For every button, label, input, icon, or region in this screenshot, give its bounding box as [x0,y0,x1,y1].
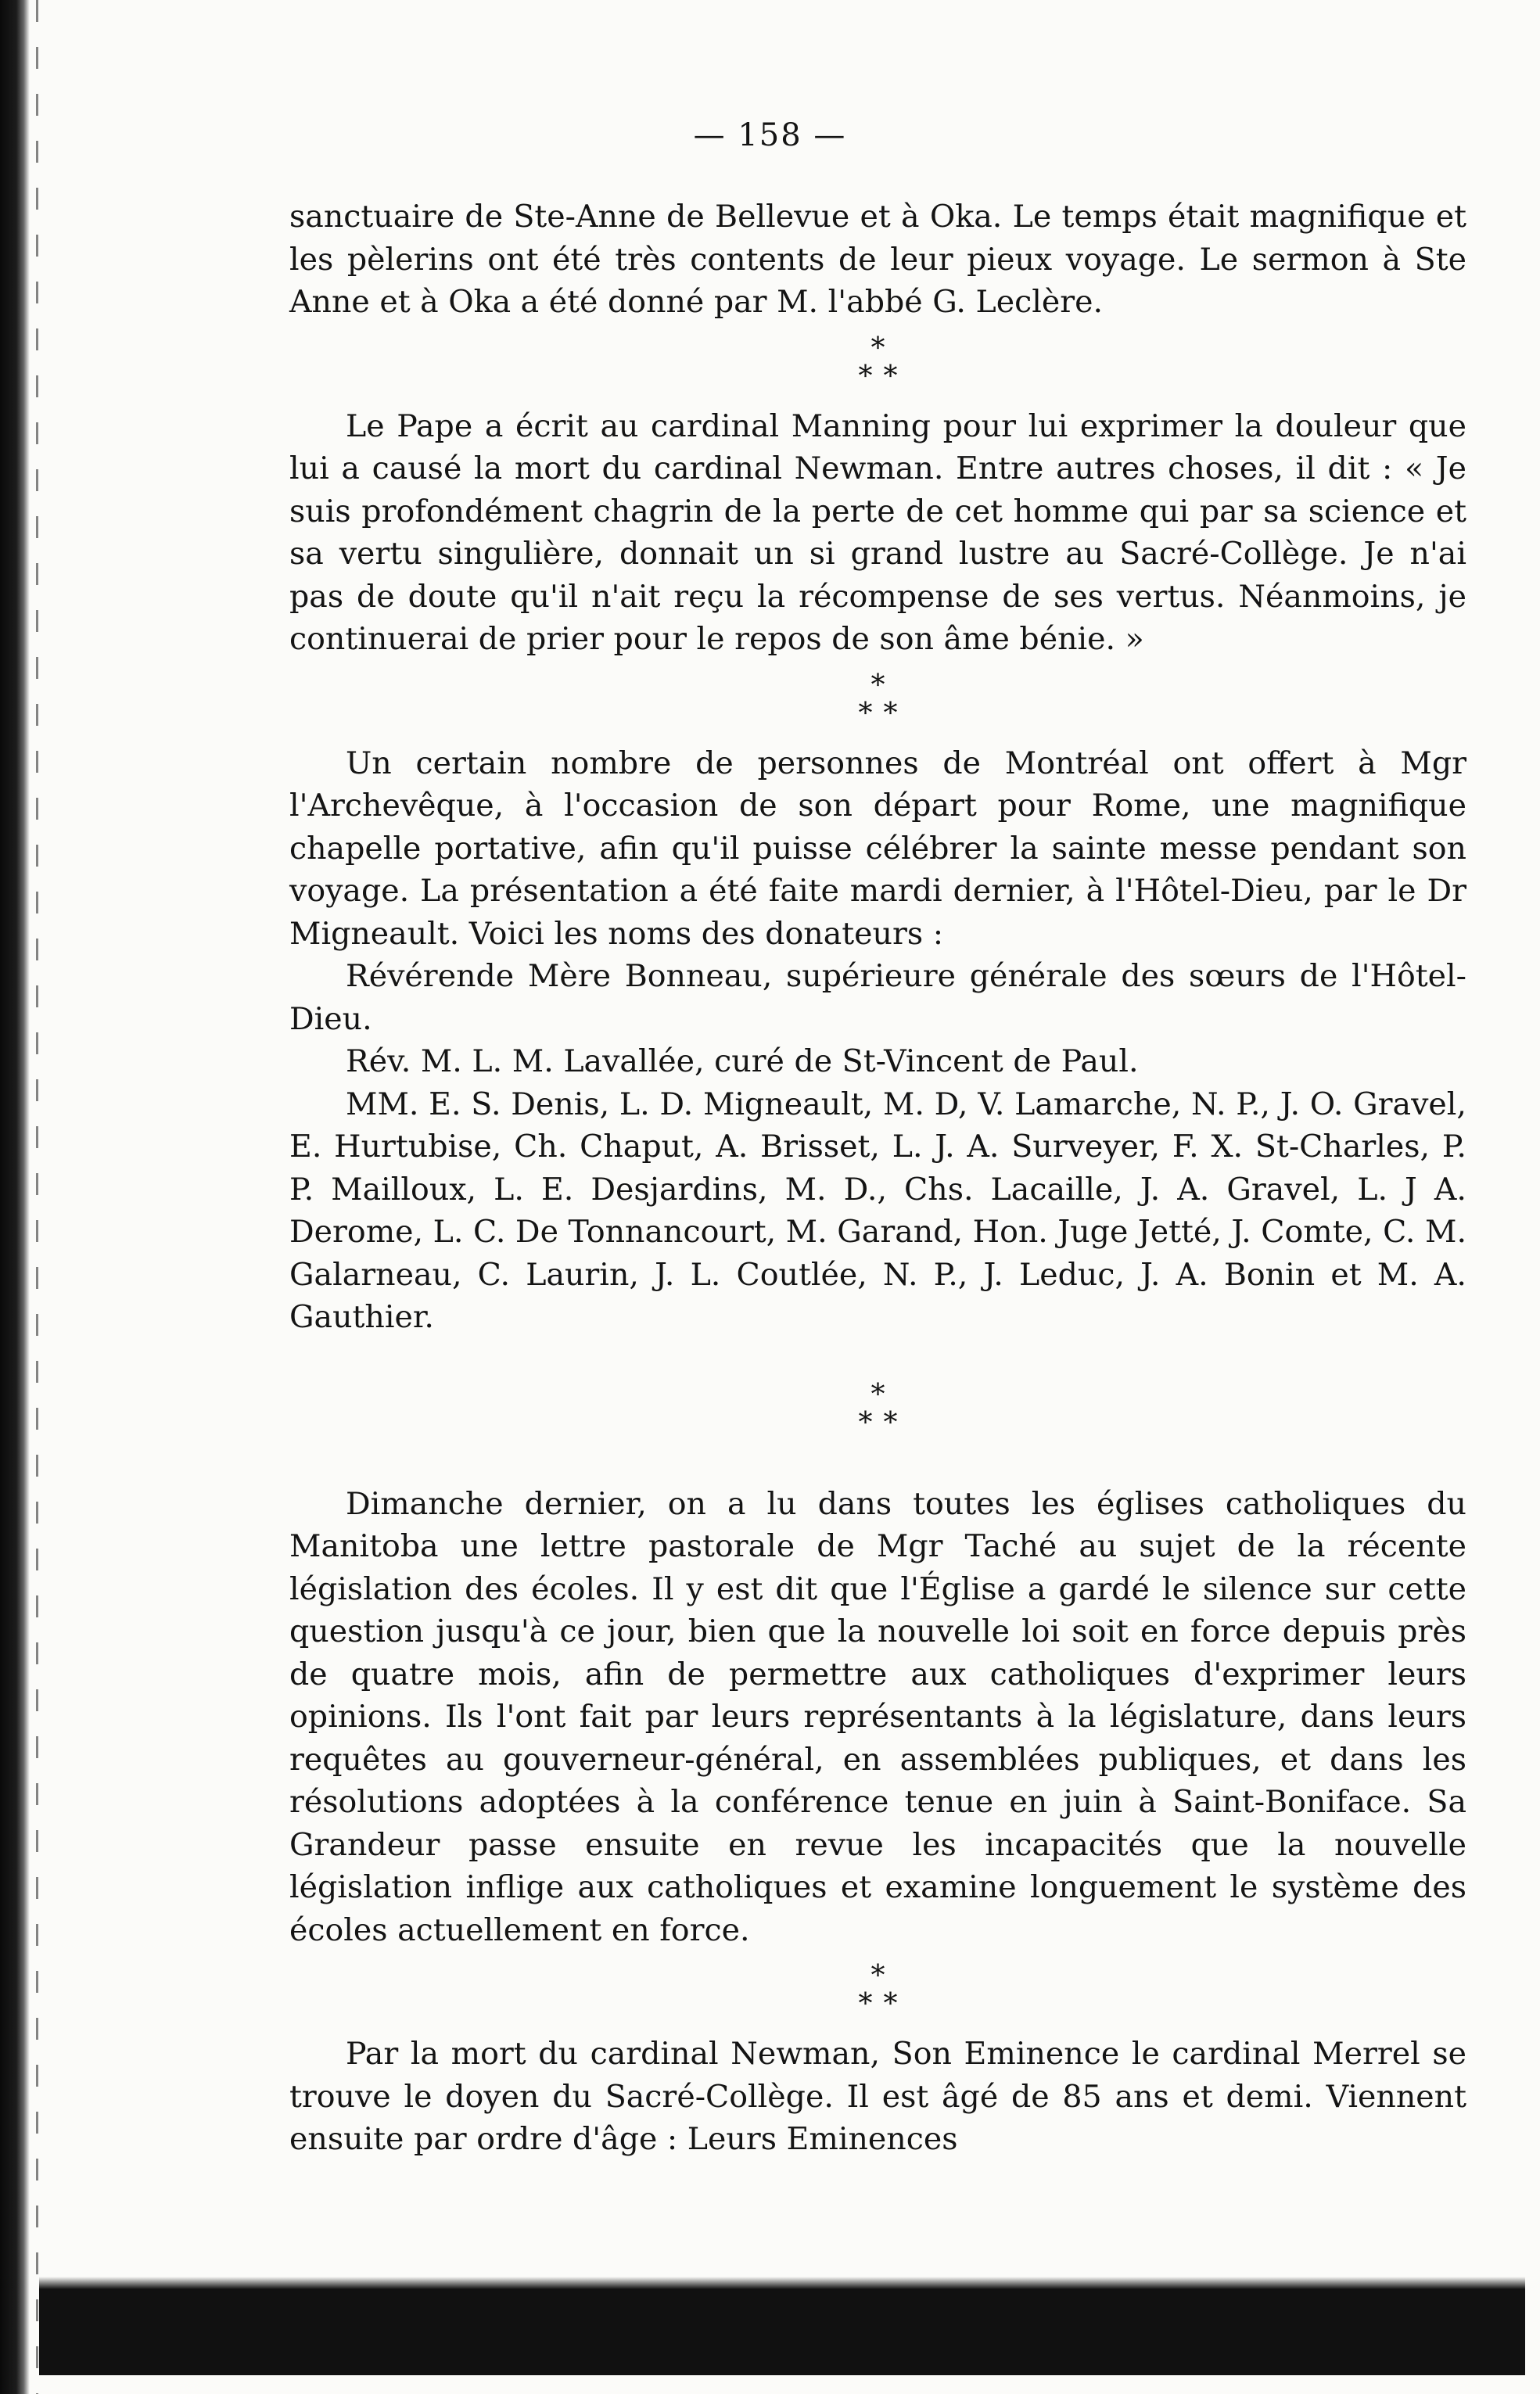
donor-list: MM. E. S. Denis, L. D. Migneault, M. D, V. Lamarche, N. P., J. O. Gravel, E. Hurtubise, Ch. Chaput, A. Brisset, L. J. A. Surveyer, F. X. St-Charles, P. P. Mailloux, L. E. Desjardins, M. D., Chs. Lacaille, J. A. Gravel, L. J A. Derome, L. C. De Tonnancourt, M. Garand, Hon. Juge Jetté, J. Comte, C. M. Galarneau, C. Laurin, J. L. Coutlée, N. P., J. Leduc, J. A. Bonin et M. A. Gauthier. [289,1086,1466,1335]
asterism-top: * [871,1960,885,1992]
paragraph-sanctuaire: sanctuaire de Ste-Anne de Bellevue et à Oka. Le temps était magnifique et les pèlerins ont été très contents de leur pieux voyage. Le sermon à Ste Anne et à Oka a été donné par M. l'abbé G. Leclère. [289,199,1466,320]
asterism-separator [289,669,1466,730]
asterism-bottom: ** [858,1988,909,2020]
asterism-bottom: ** [858,1406,909,1439]
asterism-bottom: ** [858,360,909,393]
asterism-top: * [871,669,885,702]
donor-line-lavallee: Rév. M. L. M. Lavallée, curé de St-Vincent de Paul. [346,1043,1139,1079]
asterism-separator [289,1378,1466,1439]
scan-bottom-edge [39,2289,1525,2375]
paragraph-chapelle: Un certain nombre de personnes de Montréal ont offert à Mgr l'Archevêque, à l'occasion de son départ pour Rome, une magnifique chapelle portative, afin qu'il puisse célébrer la sainte messe pendant son voyage. La présentation a été faite mardi dernier, à l'Hôtel-Dieu, par le Dr Migneault. Voici les noms des donateurs : [289,745,1466,952]
asterism-top: * [871,332,885,364]
page-number: — 158 — [693,117,847,153]
paragraph-newman: Par la mort du cardinal Newman, Son Eminence le cardinal Merrel se trouve le doyen du Sacré-Collège. Il est âgé de 85 ans et demi. Viennent ensuite par ordre d'âge : Leurs Eminences [289,2036,1466,2157]
asterism-bottom: ** [858,697,909,730]
donor-line-bonneau: Révérende Mère Bonneau, supérieure générale des sœurs de l'Hôtel-Dieu. [289,958,1466,1037]
scan-left-edge [0,0,30,2394]
asterism-separator [289,1962,1466,2019]
asterism-top: * [871,1378,885,1411]
scan-bottom-shadow [39,2277,1525,2289]
paragraph-pape: Le Pape a écrit au cardinal Manning pour lui exprimer la douleur que lui a causé la mort du cardinal Newman. Entre autres choses, il dit : « Je suis profondément chagrin de la perte de cet homme qui par sa science et sa vertu singulière, donnait un si grand lustre au Sacré-Collège. Je n'ai pas de doute qu'il n'ait reçu la récompense de ses vertus. Néanmoins, je continuerai de prier pour le repos de son âme bénie. » [289,407,1466,657]
paragraph-manitoba: Dimanche dernier, on a lu dans toutes les églises catholiques du Manitoba une lettre pastorale de Mgr Taché au sujet de la récente législation des écoles. Il y est dit que l'Église a gardé le silence sur cette question jusqu'à ce jour, bien que la nouvelle loi soit en force depuis près de quatre mois, afin de permettre aux catholiques d'exprimer leurs opinions. Ils l'ont fait par leurs représentants à la législature, dans leurs requêtes au gouverneur-général, en assemblées publiques, et dans les résolutions adoptées à la conférence tenue en juin à Saint-Boniface. Sa Grandeur passe ensuite en revue les incapacités que la nouvelle législation inflige aux catholiques et examine longuement le système des écoles actuellement en force. [289,1485,1466,1948]
article-body [289,196,1466,2161]
asterism-separator [289,332,1466,393]
